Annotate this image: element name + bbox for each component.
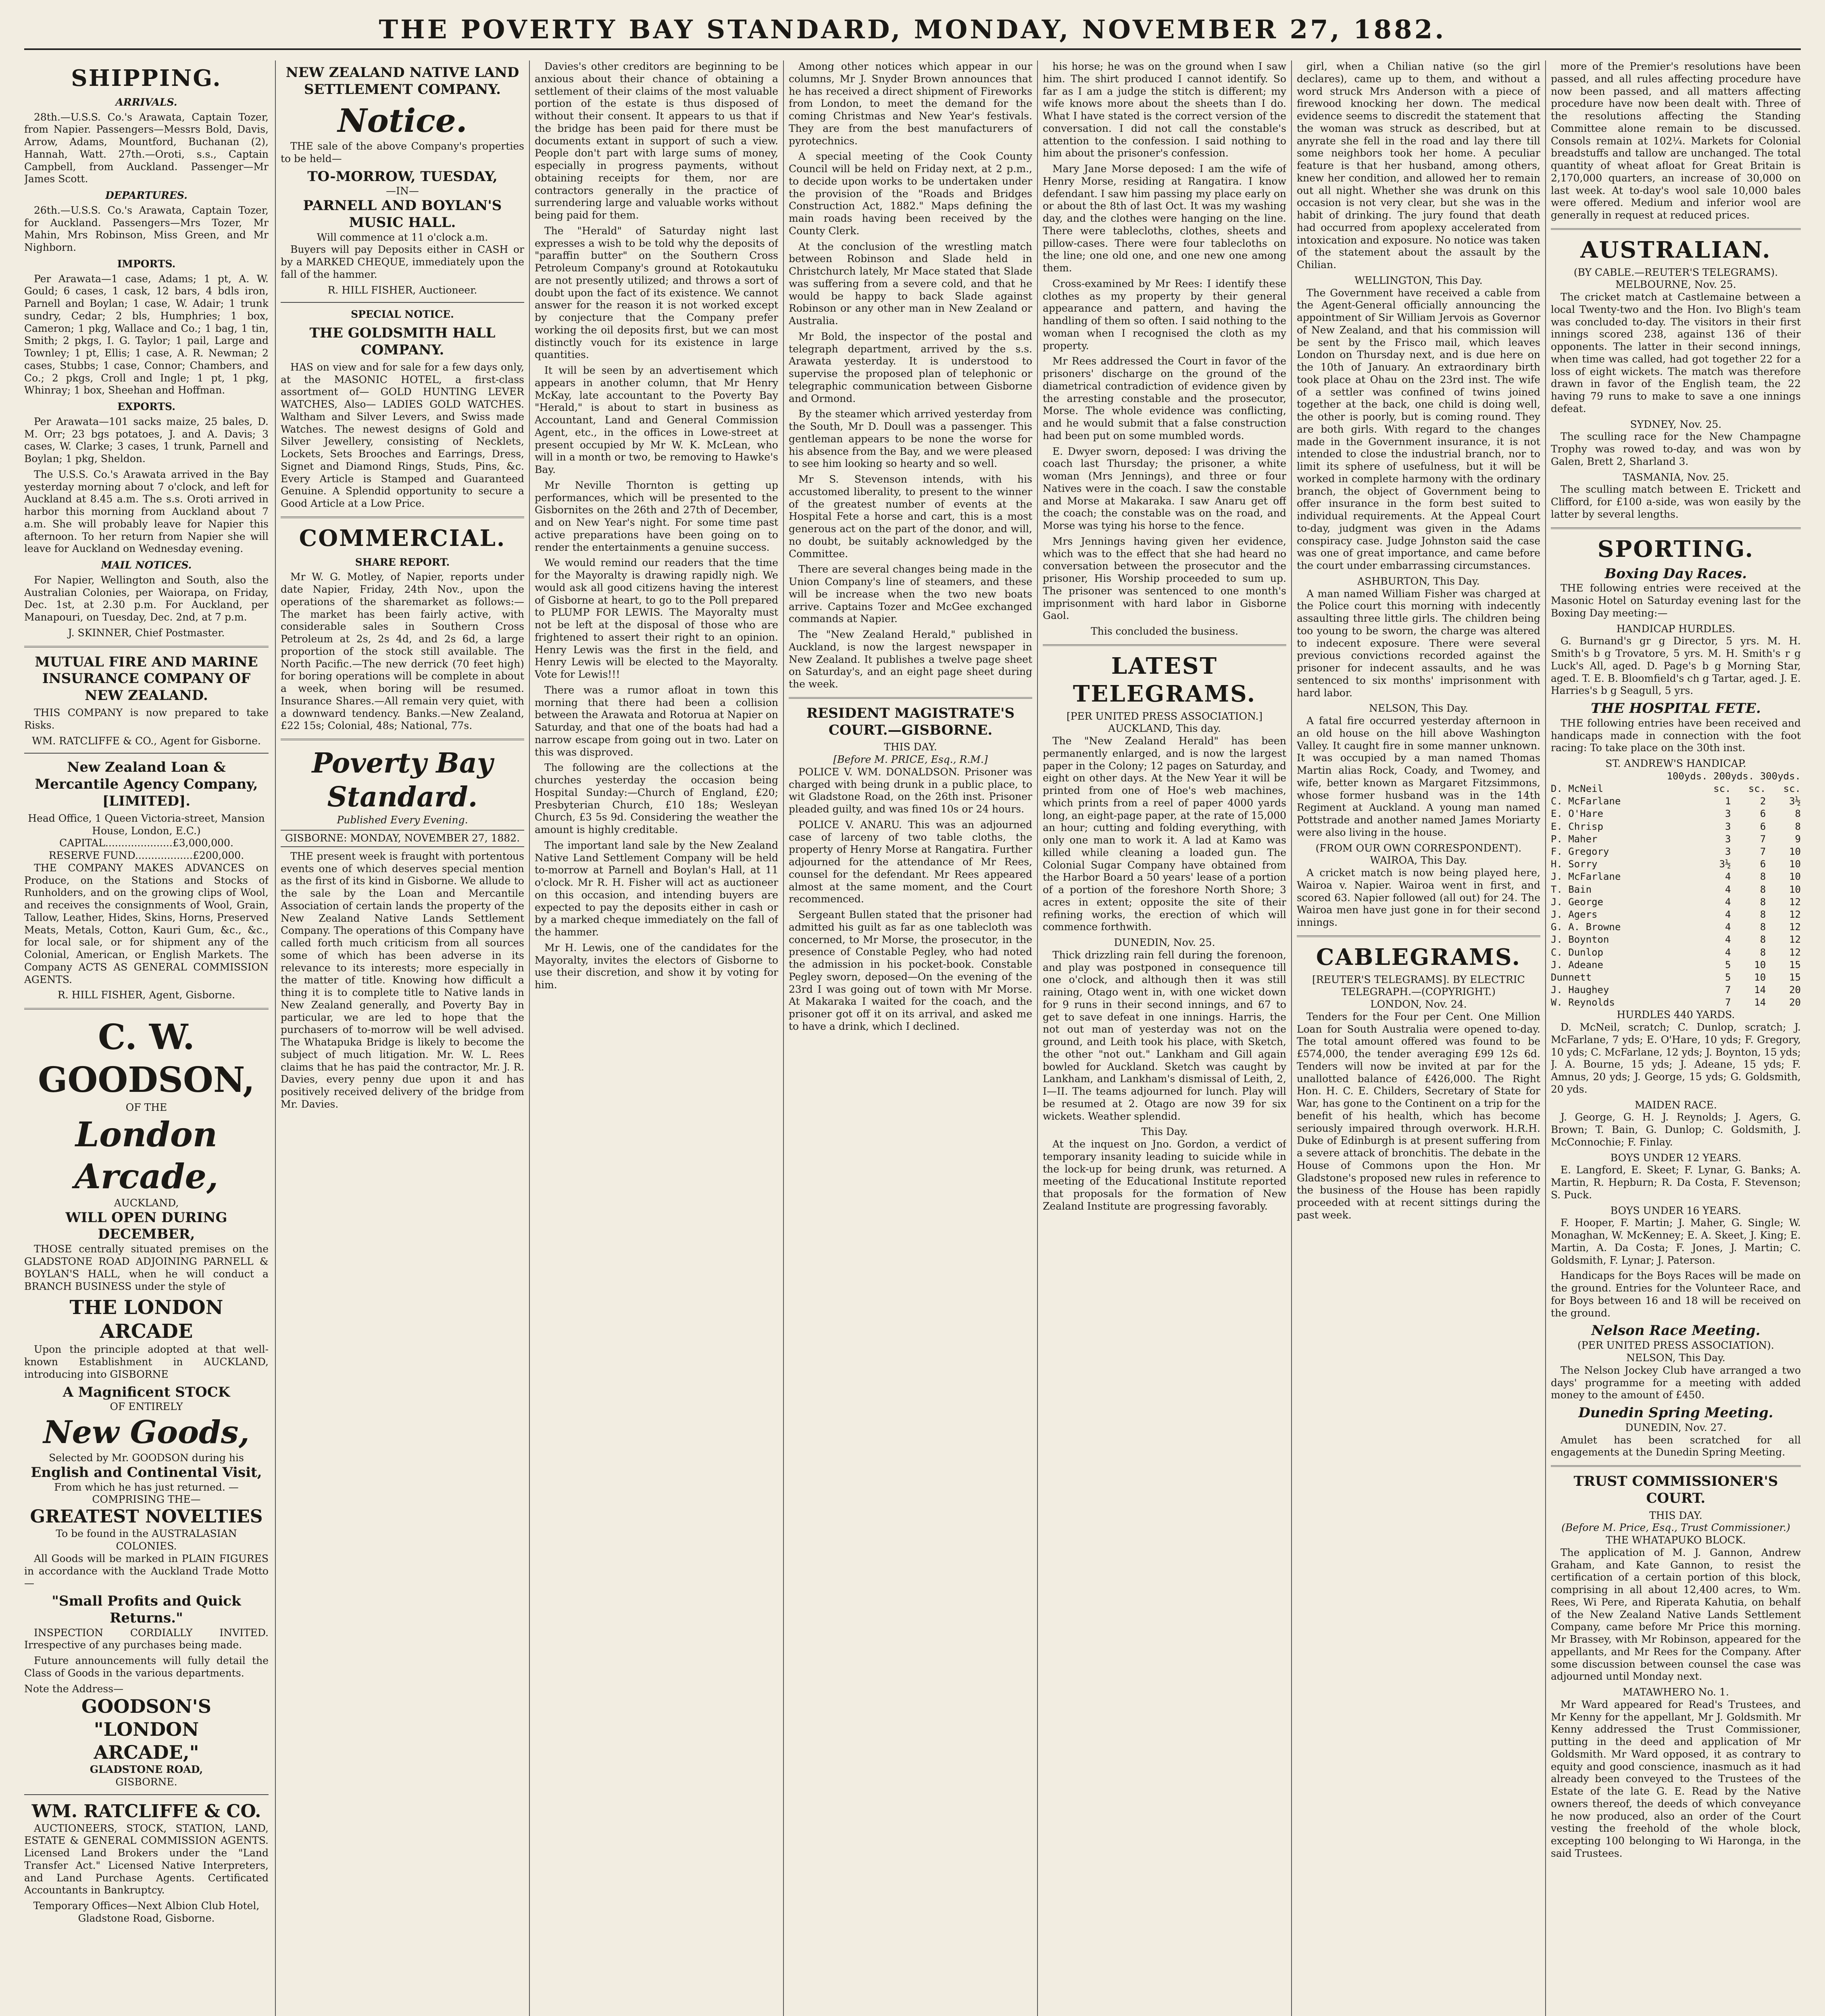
wellington-text: The Government have received a cable from the Agent-General officially announcing the appointment of Sir William Jervois as Governor of New Zealand, and that his commission will be sent by the Frisco mail, which leaves London on Thursday next, and is due here on the 10th of January. An extraordinary birth took place at Ohau on the 23rd inst. The wife of a settler was confined of twins joined together at the back, one child is doing well, the other is poorly, but is coming round. They are both girls. With regard to the changes made in the Government insurance, it is not intended to close the industrial branch, nor to limit its sphere of usefulness, but it will be worked in complete harmony with the ordinary branch, the object of Government being to offer insurance in the form best suited to individual requirements. At the Appeal Court to-day, judgment was given in the Adams conspiracy case. Judge Johnston said the case was one of great importance, and came before the court under embarrassing circumstances. (1297, 287, 1540, 571)
divider (1297, 935, 1540, 937)
masthead-title: THE POVERTY BAY STANDARD, MONDAY, NOVEMBER 27, 1882. (379, 15, 1446, 45)
handicap-row (1551, 984, 1801, 996)
handicap-values: 4 8 12 (1702, 946, 1801, 958)
goldsmith-text: HAS on view and for sale for a few days only, at the MASONIC HOTEL, a first-class assortment of— GOLD HUNTING LEVER WATCHES, Also— LADIES GOLD WATCHES. Waltham and Silver Levers, and Swiss made Watches. The newest designs of Gold and Silver Jewellery, consisting of Necklets, Lockets, Sets Brooches and Earrings, Dress, Signet and Diamond Rings, Studs, Pins, &c. Every Article is Stamped and Guaranteed Genuine. A Splendid opportunity to secure a Good Article at a Low Price. (281, 361, 524, 510)
wellington-heading: WELLINGTON, This Day. (1354, 274, 1483, 286)
goodson-open: WILL OPEN DURING DECEMBER, (65, 1209, 227, 1243)
divider (281, 516, 524, 518)
handicap-runner: P. Maher (1551, 833, 1598, 845)
arcade-title: THE LONDON ARCADE (69, 1296, 223, 1343)
handicap-values: 4 8 10 (1702, 883, 1801, 895)
handicap-row (1551, 896, 1801, 908)
mail-notices-heading: MAIL NOTICES. (101, 559, 192, 571)
london-heading: LONDON, Nov. 24. (1370, 998, 1467, 1010)
address-london: "LONDON (94, 1718, 199, 1740)
column-rule (1545, 60, 1546, 2016)
share-report-text: Mr W. G. Motley, of Napier, reports under date Napier, Friday, 24th Nov., upon the operations of the sharemarket as follows:— The market has been fairly active, with considerable sales in Southern Cross Petroleum at 2s, 2s 4d, and 2s 6d, a large proportion of the stock still available. The North Pacific.—The new derrick (70 feet high) for boring operations will be complete in about a week, when boring will be resumed. Insurance Shares.—All remain very quiet, with a downward tendency. Banks.—New Zealand, £22 15s; Colonial, 48s; National, 77s. (281, 571, 524, 732)
concluded: This concluded the business. (1091, 625, 1238, 637)
handicap-runner: F. Gregory (1551, 846, 1609, 857)
handicap-values: 3 6 8 (1702, 821, 1801, 832)
hurdles-440-heading: HURDLES 440 YARDS. (1617, 1009, 1735, 1021)
hurdles-heading: HANDICAP HURDLES. (1616, 623, 1735, 635)
nelson-heading: NELSON, This Day. (1369, 702, 1468, 714)
note-address: Note the Address— (24, 1683, 124, 1695)
handicap-row (1551, 908, 1801, 921)
handicap-row (1551, 795, 1801, 808)
hospital-fete-heading: THE HOSPITAL FETE. (1591, 700, 1761, 717)
masthead (24, 12, 1801, 50)
divider (24, 753, 269, 754)
editorial: THE present week is fraught with portentous events one of which deserves special mention as the first of its kind in Gisborne. We allude to the sale by the Loan and Mercantile Association of certain lands the property of the New Zealand Native Lands Settlement Company. The operations of this Company have called forth much criticism from all sources some of which has been adverse in its relevance to its interests; more especially in the matter of title. Knowing how difficult a thing it is to complete title to Native lands in New Zealand generally, and Poverty Bay in particular, we are led to hope that the purchasers of to-morrow will be well advised. The Whatapuka Bridge is likely to become the subject of much litigation. Mr. W. L. Rees claims that he has paid the contractor, Mr. J. R. Davies, every penny due upon it and has positively received delivery of the bridge from Mr. Davies. (281, 850, 524, 1110)
boxing-day-heading: Boxing Day Races. (1604, 565, 1747, 582)
dunedin-heading: DUNEDIN, Nov. 25. (1114, 937, 1215, 948)
imports-text: Per Arawata—1 case, Adams; 1 pt, A. W. Gould; 6 cases, 1 cask, 12 bars, 4 bdls iron, Parnell and Boylan; 1 case, W. Adair; 1 trunk sundry, Cedar; 2 bls, Humphries; 1 box, Cameron; 1 pkg, Wallace and Co.; 1 bag, 1 tin, Smith; 2 pkgs, I. G. Taylor; 1 pail, Large and Townley; 1 pt, Ellis; 1 case, A. R. Newman; 2 cases, Stubbs; 1 case, Connor; Chambers, and Co.; 2 pkgs, Croll and Ingle; 1 pt, 1 pkg, Whinray; 1 box, Sheehan and Hoffman. (24, 273, 269, 396)
paper-title: Poverty Bay Standard. (312, 747, 493, 813)
column-rule (1037, 60, 1038, 2016)
handicap-runner: J. Boynton (1551, 934, 1609, 946)
in-label: —IN— (386, 185, 419, 197)
rmc-before: [Before M. PRICE, Esq., R.M.] (833, 754, 988, 766)
hurdles-list: G. Burnand's gr g Director, 5 yrs. M. H. Smith's b g Trovatore, 5 yrs. M. H. Smith's r g Luck's All, aged. D. Page's b g Morning Star, aged. T. E. B. Bloomfield's ch g Tartar, aged. J. E. Harries's b g Seagull, 5 yrs. (1551, 635, 1801, 697)
paragraph: Mr Neville Thornton is getting up performances, which will be presented to the Gisbornites on the 26th and 27th of December, and on New Year's night. For some time past active preparations have been going on to render the entertainments a genuine success. (535, 479, 778, 553)
divider (1043, 644, 1286, 646)
handicap-runner: E. O'Hare (1551, 808, 1604, 820)
column-5 (1043, 60, 1286, 2016)
trust-before: (Before M. Price, Esq., Trust Commissioner.) (1561, 1522, 1790, 1534)
boys-16-heading: BOYS UNDER 16 YEARS. (1610, 1204, 1742, 1216)
divider (1551, 527, 1801, 529)
st-andrew-heading: ST. ANDREW'S HANDICAP. (1605, 758, 1746, 770)
arrivals-text: 28th.—U.S.S. Co.'s Arawata, Captain Tozer, from Napier. Passengers—Messrs Bold, Davis, Arrow, Adams, Mountford, Buchanan (2), Hannah, Watt. 27th.—Oroti, s.s., Captain Campbell, from Auckland. Passenger—Mr James Scott. (24, 111, 269, 185)
column-rule (1291, 60, 1292, 2016)
handicap-values: 4 8 10 (1702, 871, 1801, 883)
nelson-race-text: The Nelson Jockey Club have arranged a two days' programme for a meeting with added money to the amount of £450. (1551, 1364, 1801, 1401)
shipping-notes: The U.S.S. Co.'s Arawata arrived in the Bay yesterday morning about 7 o'clock, and left for Auckland at 8.45 a.m. The s.s. Oroti arrived in harbor this morning from Auckland about 7 a.m. She will probably leave for Napier this afternoon. To her return from Napier she will leave for Auckland on Wednesday evening. (24, 468, 269, 555)
handicap-values: sc. sc. sc. (1702, 783, 1801, 795)
boys-12-heading: BOYS UNDER 12 YEARS. (1610, 1152, 1742, 1164)
handicap-row (1551, 921, 1801, 933)
sydney-text: The sculling race for the New Champagne Trophy was rowed to-day, and was won by Galen, Brett 2, Sharland 3. (1551, 431, 1801, 467)
departures-text: 26th.—U.S.S. Co.'s Arawata, Captain Tozer, for Auckland. Passengers—Mrs Tozer, Mr Mahin, Mrs Robinson, Miss Green, and Mr Nighborn. (24, 204, 269, 254)
goodson-name: C. W. GOODSON, (38, 1017, 255, 1100)
column-2 (281, 60, 524, 2016)
handicap-table-header (1551, 770, 1801, 783)
column-rule (529, 60, 530, 2016)
cablegrams-heading: CABLEGRAMS. (1316, 943, 1521, 971)
paragraph: E. Dwyer sworn, deposed: I was driving the coach last Thursday; the prisoner, a white woman (Mrs Jennings), and three or four Natives were in the coach. I saw the constable and Morse at Makaraka. I saw Anaru get off the coach; the constable was on the road, and Morse was tying his horse to the fence. (1043, 445, 1286, 531)
share-report-heading: SHARE REPORT. (355, 556, 450, 568)
divider (24, 646, 269, 648)
shipping-heading: SHIPPING. (71, 65, 222, 92)
paragraph: By the steamer which arrived yesterday from the South, Mr D. Doull was a passenger. This gentleman appears to be none the worse for his absence from the Bay, and we were pleased to see him looking so hearty and so well. (789, 408, 1032, 470)
goodson-arcade: London Arcade, (74, 1114, 219, 1196)
divider (789, 697, 1032, 699)
paragraph: We would remind our readers that the time for the Mayoralty is drawing rapidly nigh. We would ask all good citizens having the interest of Gisborne at heart, to go to the Poll prepared to PLUMP FOR LEWIS. The Mayoralty must not be left at the disposal of those who are frightened to assert their right to an opinion. Henry Lewis was the first in the field, and Henry Lewis will be elected to the Mayoralty. Vote for Lewis!!! (535, 557, 778, 680)
greatest-novelties: GREATEST NOVELTIES (30, 1506, 263, 1527)
special-notice-heading: SPECIAL NOTICE. (351, 308, 454, 321)
handicap-values: 3 7 10 (1702, 846, 1801, 857)
ratcliffe-name: WM. RATCLIFFE & CO. (31, 1801, 261, 1822)
comprising: From which he has just returned. —COMPRISING THE— (54, 1481, 239, 1506)
mutual-insurance-heading: MUTUAL FIRE AND MARINE INSURANCE COMPANY OF NEW ZEALAND. (35, 654, 258, 704)
handicap-runner: J. George (1551, 896, 1604, 908)
exports-text: Per Arawata—101 sacks maize, 25 bales, D. M. Orr; 23 bgs potatoes, J. and A. Davis; 3 cases, W. Clarke; 3 cases, 1 trunk, Parnell and Boylan; 1 pkg, Sheldon. (24, 415, 269, 465)
handicap-values: 3 7 9 (1702, 833, 1801, 845)
handicap-runner: T. Bain (1551, 883, 1592, 895)
handicap-values: 5 10 15 (1702, 959, 1801, 971)
handicap-table-header-text: 100yds. 200yds. 300yds. (1667, 770, 1801, 782)
rmc-day: THIS DAY. (884, 741, 937, 753)
nzloan-reserve: RESERVE FUND..................£200,000. (48, 850, 244, 861)
trust-block: THE WHATAPUKO BLOCK. (1606, 1534, 1746, 1546)
paragraph: Mrs Jennings having given her evidence, which was to the effect that she had heard no conversation between the prosecutor and the prisoner, His Worship proceeded to sum up. The prisoner was sentenced to one month's imprisonment with hard labor in Gisborne Gaol. (1043, 535, 1286, 622)
handicap-values: 7 14 20 (1702, 997, 1801, 1008)
nzloan-office: Head Office, 1 Queen Victoria-street, Mansion House, London, E.C.) (28, 812, 265, 837)
mail-notices-sign: J. SKINNER, Chief Postmaster. (68, 627, 225, 639)
newspaper-columns (24, 60, 1801, 2016)
handicap-runner: J. Adeane (1551, 959, 1604, 971)
handicap-values: 5 10 15 (1702, 971, 1801, 983)
inquest-text: At the inquest on Jno. Gordon, a verdict of temporary insanity leading to suicide while in the lock-up for being drunk, was returned. A meeting of the Educational Institute reported that proposals for the formation of New Zealand Institute are progressing favorably. (1043, 1138, 1286, 1212)
nelson-race-sub: (PER UNITED PRESS ASSOCIATION). (1577, 1339, 1774, 1352)
inspection: INSPECTION CORDIALLY INVITED. Irrespective of any purchases being made. (24, 1627, 269, 1651)
paragraph: There was a rumor afloat in town this morning that there had been a collision between the Arawata and Rotorua at Napier on Saturday, and that one of the boats had had a narrow escape from going out in two. Later on this was disproved. (535, 684, 778, 758)
trust-court-heading: TRUST COMMISSIONER'S COURT. (1573, 1473, 1778, 1506)
column-rule (783, 60, 784, 2016)
handicap-runner: E. Chrisp (1551, 821, 1604, 832)
paragraph: It will be seen by an advertisement which appears in another column, that Mr Henry McKay, late accountant to the Poverty Bay "Herald," is about to start in business as Accountant, Land and General Commission Agent, etc., in the offices in Lowe-street at present occupied by Mr W. K. McLean, who will in a month or two, be removing to Hawke's Bay. (535, 364, 778, 475)
handicap-row (1551, 996, 1801, 1009)
latest-telegrams-heading: LATEST TELEGRAMS. (1073, 652, 1256, 707)
divider (1551, 1465, 1801, 1467)
ashburton-heading: ASHBURTON, This Day. (1357, 575, 1480, 587)
paragraph: The "New Zealand Herald," published in Auckland, is now the largest newspaper in New Zealand. It publishes a twelve page sheet on Saturday's, and an eight page sheet during the week. (789, 629, 1032, 690)
boxing-day-text: THE following entries were received at the Masonic Hotel on Saturday evening last for the Boxing Day meeting:— (1551, 582, 1801, 619)
paragraph: Mr H. Lewis, one of the candidates for the Mayoralty, invites the electors of Gisborne to use their discretion, and show it by voting for him. (535, 941, 778, 991)
column-6 (1297, 60, 1540, 2016)
cablegrams-sub: [REUTER'S TELEGRAMS]. BY ELECTRIC TELEGRAPH.—(COPYRIGHT.) (1312, 973, 1525, 998)
goodson-text: THOSE centrally situated premises on the GLADSTONE ROAD ADJOINING PARNELL & BOYLAN'S HALL, when he will conduct a BRANCH BUSINESS under the style of (24, 1243, 269, 1292)
handicap-runner: Dunnett (1551, 971, 1592, 983)
matawhero-text: Mr Ward appeared for Read's Trustees, and Mr Kenny for the appellant, Mr J. Goldsmith. Mr Kenny addressed the Trust Commissioner, putting in the deed and application of Mr Goldsmith. Mr Ward opposed, it as contrary to equity and good conscience, inasmuch as it had already been conveyed to the Trustees of the Estate of the late G. E. Read by the Native owners thereof, the deeds of which conveyance he now produced, also an order of the Court vesting the freehold of the whole block, excepting 100 belonging to Wi Haronga, in the said Trustees. (1551, 1698, 1801, 1859)
rmc-case-1: POLICE V. WM. DONALDSON. Prisoner was charged with being drunk in a public place, to wit Gladstone Road, on the 26th inst. Prisoner pleaded guilty, and was fined 10s or 24 hours. (789, 766, 1032, 815)
nzloan-heading: New Zealand Loan & Mercantile Agency Company, [LIMITED]. (35, 759, 258, 809)
dunedin-spring-heading: Dunedin Spring Meeting. (1578, 1405, 1773, 1421)
nelson-text: A fatal fire occurred yesterday afternoon in an old house on the hill above Washington Valley. It caught fire in some manner unknown. It was occupied by a man named Thomas Martin alias Rock, Coady, and Twomey, and wife, better known as Margaret Fitzsimmons, whose former husband was in the 14th Regiment at Auckland. A young man named Pottstrade and another named James Moriarty were also living in the house. (1297, 715, 1540, 838)
this-day: This Day. (1141, 1126, 1188, 1138)
handicap-row (1551, 933, 1801, 946)
handicap-row (1551, 821, 1801, 833)
handicap-values: 3½ 6 10 (1702, 858, 1801, 870)
fisher-sign: R. HILL FISHER, Auctioneer. (327, 284, 477, 296)
address-goodson: GOODSON'S (81, 1695, 211, 1718)
handicap-values: 4 8 12 (1702, 934, 1801, 946)
handicap-row (1551, 883, 1801, 896)
nzl-settlement-heading: NEW ZEALAND NATIVE LAND SETTLEMENT COMPANY. (285, 65, 519, 98)
column-1 (24, 60, 269, 2016)
paragraph: A special meeting of the Cook County Council will be held on Friday next, at 2 p.m., to decide upon works to be undertaken under the provision of the "Roads and Bridges Construction Act, 1882." Maps defining the main roads having been received by the County Clerk. (789, 150, 1032, 237)
nelson-race-day: NELSON, This Day. (1626, 1352, 1725, 1364)
commercial-heading: COMMERCIAL. (299, 525, 506, 552)
paragraph: Mr S. Stevenson intends, with his accustomed liberality, to present to the winner of the greatest number of events at the Hospital Fete a horse and cart, this is a most generous act on the part of the donor, and will, no doubt, be suitably acknowledged by the Committee. (789, 473, 1032, 560)
divider (24, 1008, 269, 1010)
handicap-row (1551, 808, 1801, 820)
published-line: Published Every Evening. (337, 814, 468, 826)
boys-12-text: E. Langford, E. Skeet; F. Lynar, G. Banks; A. Martin, R. Hepburn; R. Da Costa, F. Stevenson; S. Puck. (1551, 1164, 1801, 1201)
sporting-heading: SPORTING. (1597, 535, 1754, 562)
divider (1551, 228, 1801, 230)
tasmania-heading: TASMANIA, Nov. 25. (1623, 471, 1729, 483)
dateline: GISBORNE: MONDAY, NOVEMBER 27, 1882. (281, 830, 524, 847)
handicap-row (1551, 959, 1801, 971)
dunedin-spring-text: Amulet has been scratched for all engagements at the Dunedin Spring Meeting. (1551, 1434, 1801, 1458)
maiden-heading: MAIDEN RACE. (1635, 1099, 1717, 1111)
wairoa-heading: (FROM OUR OWN CORRESPONDENT). WAIROA, This Day. (1315, 842, 1522, 866)
trust-day: THIS DAY. (1649, 1509, 1702, 1521)
handicap-row (1551, 858, 1801, 871)
handicap-row (1551, 846, 1801, 858)
paragraph: At the conclusion of the wrestling match between Robinson and Slade held in Christchurch lately, Mr Mace stated that Slade was suffering from a severe cold, and that he would be happy to back Slade against Robinson or any other man in New Zealand or Australia. (789, 240, 1032, 327)
handicap-row (1551, 971, 1801, 984)
handicap-row (1551, 946, 1801, 959)
column-rule (275, 60, 276, 2016)
notice-text: THE sale of the above Company's properties to be held— (281, 140, 524, 165)
nzloan-sign: R. HILL FISHER, Agent, Gisborne. (57, 989, 235, 1001)
paragraph: There are several changes being made in the Union Company's line of steamers, and these will be increase when the two new boats arrive. Captains Tozer and McGee exchanged commands at Napier. (789, 563, 1032, 625)
address-arcade: ARCADE," (94, 1741, 199, 1763)
auckland-heading: AUCKLAND, This day. (1108, 723, 1221, 735)
exports-heading: EXPORTS. (117, 401, 175, 413)
imports-heading: IMPORTS. (117, 258, 176, 270)
handicap-values: 4 8 12 (1702, 896, 1801, 908)
sydney-heading: SYDNEY, Nov. 25. (1630, 418, 1722, 430)
handicaps-note: Handicaps for the Boys Races will be made on the ground. Entries for the Volunteer Race, and for Boys between 16 and 18 will be received on the ground. (1551, 1270, 1801, 1319)
handicap-values: 4 8 12 (1702, 908, 1801, 920)
mutual-insurance-sign: WM. RATCLIFFE & CO., Agent for Gisborne. (32, 735, 261, 747)
arrivals-heading: ARRIVALS. (115, 96, 177, 108)
nzloan-capital: CAPITAL.....................£3,000,000. (59, 837, 233, 849)
ratcliffe-offices: Temporary Offices—Next Albion Club Hotel, Gladstone Road, Gisborne. (33, 1900, 260, 1924)
plain-figures: All Goods will be marked in PLAIN FIGURES in accordance with the Auckland Trade Motto— (24, 1552, 269, 1589)
goldsmith-heading: THE GOLDSMITH HALL COMPANY. (309, 325, 496, 358)
handicap-runner: C. McFarlane (1551, 796, 1621, 807)
handicap-runner: H. Sorry (1551, 858, 1598, 870)
paragraph: girl, when a Chilian native (so the girl declares), came up to them, and without a word struck Mrs Anderson with a piece of firewood knocking her down. The medical evidence seems to discredit the statement that the woman was struck as described, but at anyrate she fell in the road and lay there till some neighbors took her home. A peculiar feature is that her husband, among others, knew her condition, and allowed her to remain out all night. Whether she was drunk on this occasion is not very clear, but she was in the habit of drinking. The jury found that death had occurred from apoplexy accelerated from intoxication and exposure. No notice was taken of the statement about the assault by the Chilian. (1297, 60, 1540, 271)
deposit: Buyers will pay Deposits either in CASH or by a MARKED CHEQUE, immediately upon the fall of the hammer. (281, 244, 524, 280)
paragraph: Mr Bold, the inspector of the postal and telegraph department, arrived by the s.s. Arawata yesterday. It is understood to supervise the proposed plan of telephonic or telegraphic communication between Gisborne and Ormond. (789, 330, 1032, 404)
column-3 (535, 60, 778, 2016)
melbourne-heading: MELBOURNE, Nov. 25. (1615, 279, 1736, 291)
dunedin-spring-day: DUNEDIN, Nov. 27. (1625, 1421, 1727, 1433)
goodson-city: AUCKLAND, (114, 1197, 179, 1209)
handicap-row (1551, 871, 1801, 883)
divider (281, 302, 524, 303)
handicap-runner: W. Reynolds (1551, 997, 1615, 1008)
handicap-runner: D. McNeil (1551, 783, 1604, 795)
australian-heading: AUSTRALIAN. (1580, 236, 1771, 263)
notice-heading: Notice. (338, 101, 467, 140)
paragraph: more of the Premier's resolutions have been passed, and all rules affecting procedure have now been passed, and all matters affecting procedure have now been dealt with. Three of the resolutions affecting the Standing Committee alone remain to be discussed. Consols remain at 102¼. Markets for Colonial breadstuffs and tallow are unchanged. The total quantity of wheat afloat for Great Britain is 2,170,000 quarters, an increase of 30,000 on last week. At to-day's wool sale 10,000 bales were offered. Medium and inferior wool are generally in request at reduced prices. (1551, 60, 1801, 221)
hurdles-440-text: D. McNeil, scratch; C. Dunlop, scratch; J. McFarlane, 7 yds; E. O'Hare, 10 yds; F. Gregory, 10 yds; C. McFarlane, 12 yds; J. Boynton, 15 yds; J. A. Bourne, 15 yds; J. Adeane, 15 yds; F. Amnus, 20 yds; J. George, 15 yds; G. Goldsmith, 20 yds. (1551, 1021, 1801, 1095)
auckland-text: The "New Zealand Herald" has been permanently enlarged, and is now the largest paper in the Colony; 12 pages on Saturday, and eight on other days. At the New Year it will be printed from one of Hoe's web machines, which prints from a reel of paper 4000 yards long, an eight-page paper, at the rate of 15,000 an hour; cutting and folding everything, with only one man to work it. A lad at Kamo was killed while cleaning a loaded gun. The Colonial Sugar Company have obtained from the Harbor Board a 50 years' lease of a portion of a portion of the foreshore North Shore; 3 acres in extent; opposite the site of their refining works, the erection of which will commence forthwith. (1043, 735, 1286, 933)
trust-text: The application of M. J. Gannon, Andrew Graham, and Kate Gannon, to resist the certification of a certain portion of this block, comprising in all about 12,400 acres, to Wm. Rees, Wi Pere, and Riperata Kahutia, on behalf of the New Zealand Native Lands Settlement Company, came before Mr Price this morning. Mr Brassey, with Mr Robinson, appeared for the appellants, and Mr Rees for the Company. After some discussion between counsel the case was adjourned until Monday next. (1551, 1546, 1801, 1683)
paragraph: The following are the collections at the churches yesterday the occasion being Hospital Sunday:—Church of England, £20; Presbyterian Church, £10 18s; Wesleyan Church, £3 5s 9d. Considering the weather the amount is highly creditable. (535, 762, 778, 835)
paragraph: The "Herald" of Saturday night last expresses a wish to be told why the deposits of "paraffin butter" on the Southern Cross Petroleum Company's ground at Rotokautuku are not presently utilized; and throws a sort of doubt upon the fact of its existence. We cannot answer for the reason it is not worked except by conjecture that the Company prefer working the oil deposits first, but we can most distinctly vouch for its existence in large quantities. (535, 225, 778, 361)
address-town: GISBORNE. (115, 1776, 177, 1788)
motto: "Small Profits and Quick Returns." (52, 1593, 241, 1626)
english-visit: English and Continental Visit, (31, 1464, 262, 1481)
handicap-runner: J. Agers (1551, 908, 1598, 920)
boys-16-text: F. Hooper, F. Martin; J. Maher, G. Single; W. Monaghan, W. McKenney; E. A. Skeet, J. King; E. Martin, A. Da Costa; F. Jones, J. Martin; C. Goldsmith, F. Lynar; J. Paterson. (1551, 1217, 1801, 1266)
goodson-of: OF THE (125, 1101, 167, 1113)
nzloan-text: THE COMPANY MAKES ADVANCES on Produce, on the Stations and Stocks of Runholders, and on the growing clips of Wool, and receives the consignments of Wool, Grain, Tallow, Leather, Hides, Skins, Horns, Preserved Meats, Metals, Cotton, Kauri Gum, &c., &c., for local sale, or for shipment any of the Colonial, American, or English Markets. The Company ACTS AS GENERAL COMMISSION AGENTS. (24, 862, 269, 985)
mail-notices-text: For Napier, Wellington and South, also the Australian Colonies, per Waiorapa, on Friday, Dec. 1st, at 2.30 p.m. For Auckland, per Manapouri, on Tuesday, Dec. 2nd, at 7 p.m. (24, 574, 269, 623)
paragraph: Mr Rees addressed the Court in favor of the prisoners' discharge on the ground of the diametrical contradiction of evidence given by the arresting constable and the prosecutor, Morse. The whole evidence was conflicting, and he would submit that a false construction had been put on some mumbled words. (1043, 355, 1286, 442)
mutual-insurance-text: THIS COMPANY is now prepared to take Risks. (24, 707, 269, 731)
paragraph: The important land sale by the New Zealand Native Land Settlement Company will be held to-morrow at Parnell and Boylan's Hall, at 11 o'clock. Mr R. H. Fisher will act as auctioneer on this occasion, and intending buyers are expected to pay the deposits either in cash or by a marked cheque immediately on the fall of the hammer. (535, 839, 778, 938)
handicap-row (1551, 833, 1801, 846)
arcade-text: Upon the principle adopted at that well-known Establishment in AUCKLAND, introducing into GISBORNE (24, 1343, 269, 1380)
ashburton-text: A man named William Fisher was charged at the Police court this morning with indecently assaulting three little girls. The children being too young to be sworn, the charge was altered to indecent exposure. There were several previous convictions recorded against the prisoner for indecent assaults, and he was sentenced to six months' imprisonment with hard labor. (1297, 587, 1540, 699)
handicap-values: 3 6 8 (1702, 808, 1801, 820)
handicap-values: 1 2 3½ (1702, 796, 1801, 807)
handicap-runner: C. Dunlop (1551, 946, 1604, 958)
matawhero-heading: MATAWHERO No. 1. (1623, 1686, 1729, 1698)
wairoa-text: A cricket match is now being played here, Wairoa v. Napier. Wairoa went in first, and scored 63. Napier followed (all out) for 24. The Wairoa men have just gone in for their second innings. (1297, 867, 1540, 928)
paragraph: Cross-examined by Mr Rees: I identify these clothes as my property by their general appearance and pattern, and having the handling of them so often. I said nothing to the woman when I recognised the cloth as my property. (1043, 277, 1286, 352)
new-goods: New Goods, (43, 1414, 250, 1451)
tasmania-text: The sculling match between E. Trickett and Clifford, for £100 a-side, was won easily by the latter by several lengths. (1551, 483, 1801, 520)
colonies: To be found in the AUSTRALASIAN COLONIES. (56, 1528, 237, 1552)
latest-telegrams-sub: [PER UNITED PRESS ASSOCIATION.] (1066, 710, 1263, 722)
handicap-table (1551, 783, 1801, 1009)
maiden-text: J. George, G. H. J. Reynolds; J. Agers, G. Brown; T. Bain, G. Dunlop; C. Goldsmith, J. McConnochie; F. Finlay. (1551, 1111, 1801, 1148)
rmc-text: Sergeant Bullen stated that the prisoner had admitted his guilt as far as one tablecloth was concerned, to Mr Morse, the prosecutor, in the presence of Constable Pegley, who had noted the admission in his pocket-book. Constable Pegley sworn, deposed—On the evening of the 23rd I was going out of town with Mr Morse. At Makaraka I waited for the coach, and the prisoner got off it on its arrival, and asked me to have a drink, which I declined. (789, 909, 1032, 1032)
departures-heading: DEPARTURES. (105, 190, 188, 202)
address-road: GLADSTONE ROAD, (90, 1764, 203, 1776)
handicap-runner: J. McFarlane (1551, 871, 1621, 883)
handicap-values: 7 14 20 (1702, 984, 1801, 996)
london-text: Tenders for the Four per Cent. One Million Loan for South Australia were opened to-day. The total amount offered was found to be £574,000, the tender averaging £99 12s 6d. Tenders will now be invited at par for the unallotted balance of £426,000. The Right Hon. H. C. E. Childers, Secretary of State for War, has gone to the Continent on a trip for the benefit of his health, which has become seriously impaired through overwork. H.R.H. Duke of Edinburgh is at present suffering from a severe attack of bronchitis. The debate in the House of Commons upon the Hon. Mr Gladstone's proposed new rules in reference to the business of the House has been rapidly proceeded with at recent sittings during the past week. (1297, 1010, 1540, 1221)
tomorrow: TO-MORROW, TUESDAY, (307, 168, 498, 185)
nelson-race-heading: Nelson Race Meeting. (1591, 1322, 1760, 1339)
column-7 (1551, 60, 1801, 2016)
column-4 (789, 60, 1032, 2016)
divider (281, 739, 524, 740)
rmc-heading: RESIDENT MAGISTRATE'S COURT.—GISBORNE. (806, 705, 1015, 738)
future: Future announcements will fully detail the Class of Goods in the various departments. (24, 1655, 269, 1679)
handicap-runner: J. Haughey (1551, 984, 1609, 996)
paragraph: his horse; he was on the ground when I saw him. The shirt produced I cannot identify. So far as I am a judge the stitch is different; my wife knows more about the sheets than I do. What I have stated is the correct version of the conversation. I did not call the constable's attention to the confession. I said nothing to him about the prisoner's confession. (1043, 60, 1286, 159)
divider (24, 1794, 269, 1795)
stock-line: A Magnificent STOCK (62, 1384, 230, 1400)
melbourne-text: The cricket match at Castlemaine between a local Twenty-two and the Hon. Ivo Bligh's team was concluded to-day. The visitors in their first innings scored 238, against 136 of their opponents. The latter in their second innings, when time was called, had got together 22 for a loss of eight wickets. The match was therefore drawn in favor of the English team, the 22 having 79 runs to make to save a one innings defeat. (1551, 291, 1801, 414)
paragraph: Davies's other creditors are beginning to be anxious about their chance of obtaining a settlement of their claims of the most valuable portion of the estate is thus disposed of without their consent. It appears to us that if the bridge has been paid for there must be documents extant in support of such a view. People don't part with large sums of money, especially in progress payments, without obtaining receipts for them, nor are contractors generally in the practice of surrendering large and valuable works without being paid for them. (535, 60, 778, 221)
paragraph: Among other notices which appear in our columns, Mr J. Snyder Brown announces that he has received a direct shipment of Fireworks from London, to meet the demand for the coming Christmas and New Year's festivals. They are from the best manufacturers of pyrotechnics. (789, 60, 1032, 147)
stock-sub: OF ENTIRELY (110, 1401, 183, 1413)
ratcliffe-text: AUCTIONEERS, STOCK, STATION, LAND, ESTATE & GENERAL COMMISSION AGENTS. Licensed Land Brokers under the "Land Transfer Act." Licensed Native Interpreters, and Land Purchase Agents. Certificated Accountants in Bankruptcy. (24, 1822, 269, 1896)
australian-sub: (BY CABLE.—REUTER'S TELEGRAMS). (1573, 266, 1778, 278)
handicap-row (1551, 783, 1801, 795)
music-hall: PARNELL AND BOYLAN'S MUSIC HALL. (303, 198, 502, 231)
rmc-case-2: POLICE V. ANARU. This was an adjourned case of larceny of two table cloths, the property of Henry Morse at Rangatira. Further adjourned for the attendance of Mr Rees, counsel for the defendant. Mr Rees appeared almost at the same moment, and the Court recommenced. (789, 818, 1032, 905)
handicap-runner: G. A. Browne (1551, 921, 1621, 933)
commence: Will commence at 11 o'clock a.m. (317, 231, 488, 243)
paragraph: Mary Jane Morse deposed: I am the wife of Henry Morse, residing at Rangatira. I know defendant. I saw him passing my place early on or about the 8th of last Oct. It was my washing day, and the clothes were hanging on the line. There were tablecloths, clothes, sheets and pillow-cases. There were four tablecloths on the line; one old one, and one new one among them. (1043, 163, 1286, 274)
handicap-values: 4 8 12 (1702, 921, 1801, 933)
goodson-selected: Selected by Mr. GOODSON during his (49, 1452, 244, 1464)
dunedin-text: Thick drizzling rain fell during the forenoon, and play was postponed in consequence till one o'clock, and although then it was still raining, Otago went in, with one wicket down for 9 runs in their second innings, and 67 to get to save defeat in one innings. Harris, the not out man of yesterday was not on the ground, and Leith took his place, with Sketch, the other "not out." Lankham and Gill again bowled for Auckland. Sketch was caught by Lankham, and Lankham's dismissal of Leith, 2, I—II. The teams adjourned for lunch. Play will be resumed at 2. Otago are now 39 for six wickets. Weather splendid. (1043, 949, 1286, 1122)
hospital-fete-text: THE following entries have been received and handicaps made in connection with the foot racing: To take place on the 30th inst. (1551, 717, 1801, 754)
